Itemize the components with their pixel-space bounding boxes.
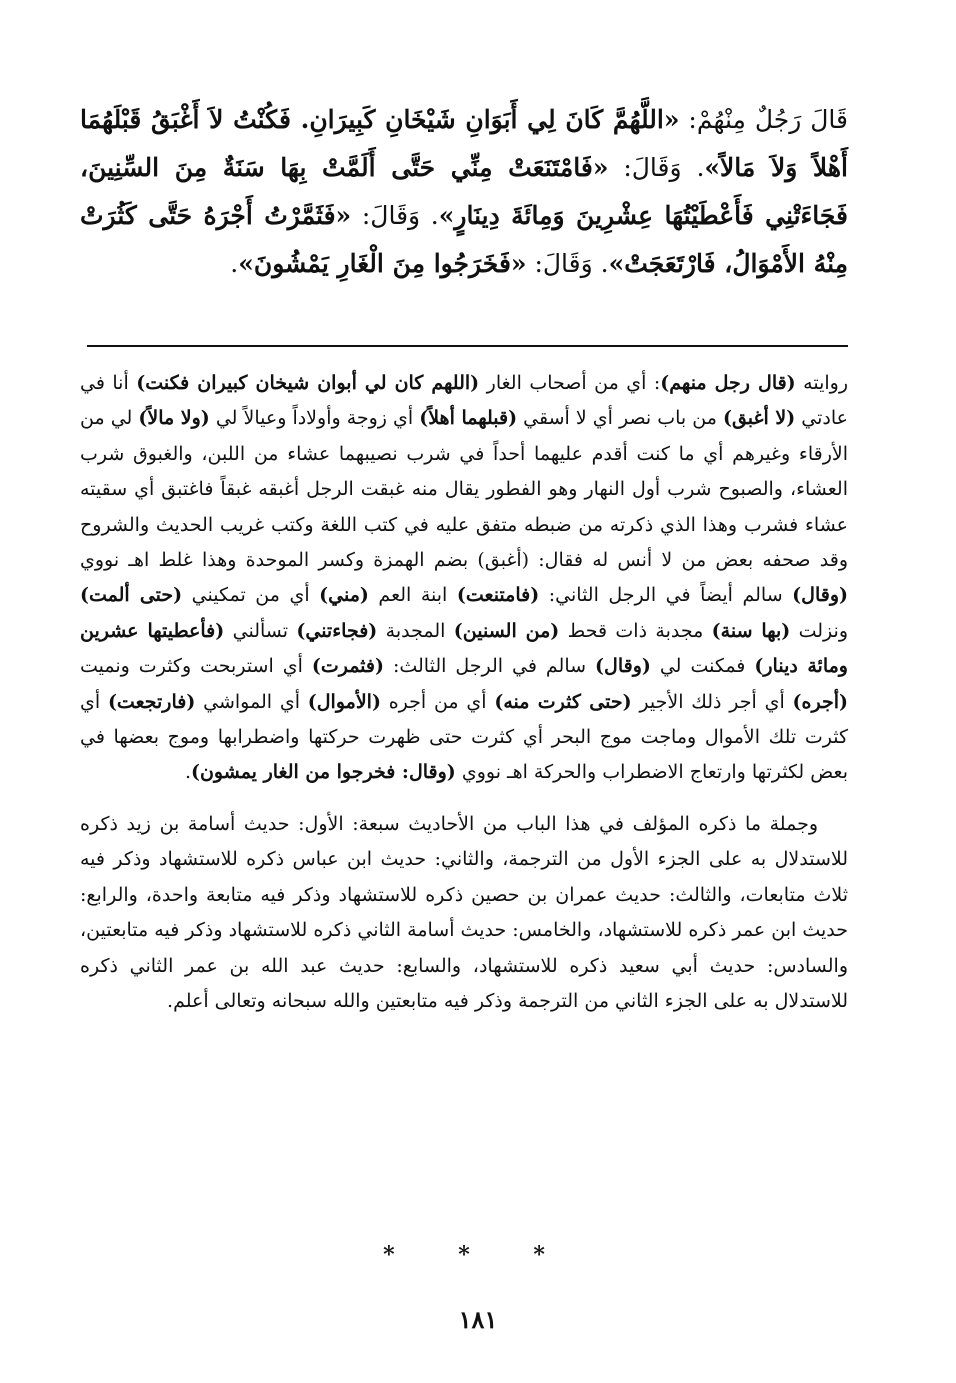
bold-quote-run: (فأعطيتها عشرين ومائة دينار)	[80, 619, 848, 678]
bold-quote-run: (فجاءتني)	[296, 619, 378, 642]
text-run: سالم أيضاً في الرجل الثاني:	[539, 584, 793, 607]
text-run: .	[184, 761, 191, 784]
bold-quote-run: «اللَّهُمَّ كَانَ لِي أَبَوَانِ شَيْخَانِ كَبِيرَانِ. فَكُنْتُ لاَ أَغْبَقُ قَبْلَهُمَا أَهْلاً وَلاَ مَالاً»	[80, 105, 848, 182]
text-run: أي استربحت وكثرت ونميت	[80, 655, 312, 678]
bold-quote-run: «فَثَمَّرْتُ أَجْرَهُ حَتَّى كَثُرَتْ مِنْهُ الأَمْوَالُ، فَارْتَعَجَتْ»	[80, 201, 848, 278]
bold-quote-run: (لا أغبق)	[722, 407, 796, 430]
bold-quote-run: «فَخَرَجُوا مِنَ الْغَارِ يَمْشُونَ»	[238, 249, 527, 278]
bold-quote-run: (وقال: فخرجوا من الغار يمشون)	[190, 761, 456, 784]
text-run: أي المواشي	[195, 690, 308, 713]
bold-quote-run: (اللهم كان لي أبوان شيخان كبيران فكنت)	[136, 372, 480, 394]
text-run: لي من الأرقاء وغيرهم أي ما كنت أقدم عليهما أحداً في شرب نصيبهما عشاء من اللبن، والغبوق شرب العشاء، والصبوح شرب أول النهار وهو الفطور يقال منه غبقت الرجل أغبقه غبقاً فاغتبق أي سقيته عشاء فشرب وهذا الذي ذكرته من ضبطه متفق عليه في كتب اللغة وكتب غريب الحديث والشروح وقد صحفه بعض من لا أنس له فقال: (أغبق) بضم الهمزة وكسر الموحدة وهذا غلط اهـ نووي	[80, 407, 848, 572]
bold-quote-run: (فارتجعت)	[107, 690, 196, 713]
text-run: تسألني	[224, 619, 297, 642]
bold-quote-run: (فثمرت)	[311, 655, 384, 678]
bold-quote-run: (مني)	[319, 584, 369, 607]
text-run: ونزلت	[790, 619, 849, 642]
text-run: . وَقَالَ:	[608, 153, 705, 182]
bold-quote-run: «فَامْتَنَعَتْ مِنِّي حَتَّى أَلَمَّتْ بِهَا سَنَةٌ مِنَ السِّنِينَ، فَجَاءَتْنِي فَأَعْطَيْتُهَا عِشْرِينَ وَمِائَةَ دِينَارٍ»	[80, 153, 848, 230]
bold-quote-run: (حتى كثرت منه)	[494, 690, 632, 713]
text-run: أي من تمكيني	[182, 584, 320, 607]
hadith-text	[80, 96, 848, 288]
bold-quote-run: (أجره)	[792, 690, 848, 713]
text-run: أي زوجة وأولاداً وعيالاً لي	[209, 407, 420, 430]
bold-quote-run: (حتى ألمت)	[80, 584, 183, 607]
text-run: قَالَ رَجُلٌ مِنْهُمْ:	[679, 105, 848, 134]
text-run: المجدبة	[377, 619, 454, 642]
text-run: سالم في الرجل الثالث:	[383, 655, 596, 678]
text-run: : أي من أصحاب الغار	[479, 372, 661, 394]
text-run: روايته	[795, 372, 848, 394]
text-run: أنا في عادتي	[80, 372, 848, 430]
bold-quote-run: (الأموال)	[307, 690, 381, 713]
text-run: .	[230, 249, 239, 278]
section-separator-stars: * * *	[383, 1242, 573, 1268]
bold-quote-run: (قال رجل منهم)	[660, 372, 796, 394]
text-run: . وَقَالَ:	[351, 201, 439, 230]
bold-quote-run: (من السنين)	[453, 619, 560, 642]
text-run: ابنة العم	[368, 584, 457, 607]
section-divider	[87, 345, 848, 347]
bold-quote-run: (بها سنة)	[711, 619, 791, 642]
bold-quote-run: (وقال)	[595, 655, 651, 678]
text-run: أي كثرت تلك الأموال وماجت موج البحر أي كثرت حتى ظهرت حركتها واضطرابها وموج بعضها في بعض لكثرتها وارتعاج الاضطراب والحركة اهـ نووي	[80, 690, 848, 784]
commentary-block	[80, 366, 848, 1019]
text-run: من باب نصر أي لا أسقي	[517, 407, 723, 430]
text-run: أي من أجره	[380, 690, 495, 713]
commentary-paragraph	[80, 366, 848, 791]
bold-quote-run: (ولا مالاً)	[138, 407, 210, 430]
text-run: أي أجر ذلك الأجير	[631, 690, 793, 713]
text-run: فمكنت لي	[650, 655, 755, 678]
bold-quote-run: (فامتنعت)	[456, 584, 540, 607]
page-number: ١٨١	[458, 1305, 498, 1334]
summary-paragraph: وجملة ما ذكره المؤلف في هذا الباب من الأحاديث سبعة: الأول: حديث أسامة بن زيد ذكره للاستدلال به على الجزء الأول من الترجمة، والثاني: حديث ابن عباس ذكره للاستشهاد وذكر فيه ثلاث متابعات، والثالث: حديث عمران بن حصين ذكره للاستشهاد وذكر فيه متابعة واحدة، والرابع: حديث ابن عمر ذكره للاستشهاد، والخامس: حديث أسامة الثاني ذكره للاستشهاد وذكر فيه متابعتين، والسادس: حديث أبي سعيد ذكره للاستشهاد، والسابع: حديث عبد الله بن عمر الثاني ذكره للاستدلال به على الجزء الثاني من الترجمة وذكر فيه متابعتين والله سبحانه وتعالى أعلم.	[80, 812, 848, 1012]
text-run: . وَقَالَ:	[526, 249, 609, 278]
bold-quote-run: (وقال)	[792, 584, 849, 607]
text-run: مجدبة ذات قحط	[559, 619, 712, 642]
bold-quote-run: (قبلهما أهلاً)	[419, 407, 518, 430]
